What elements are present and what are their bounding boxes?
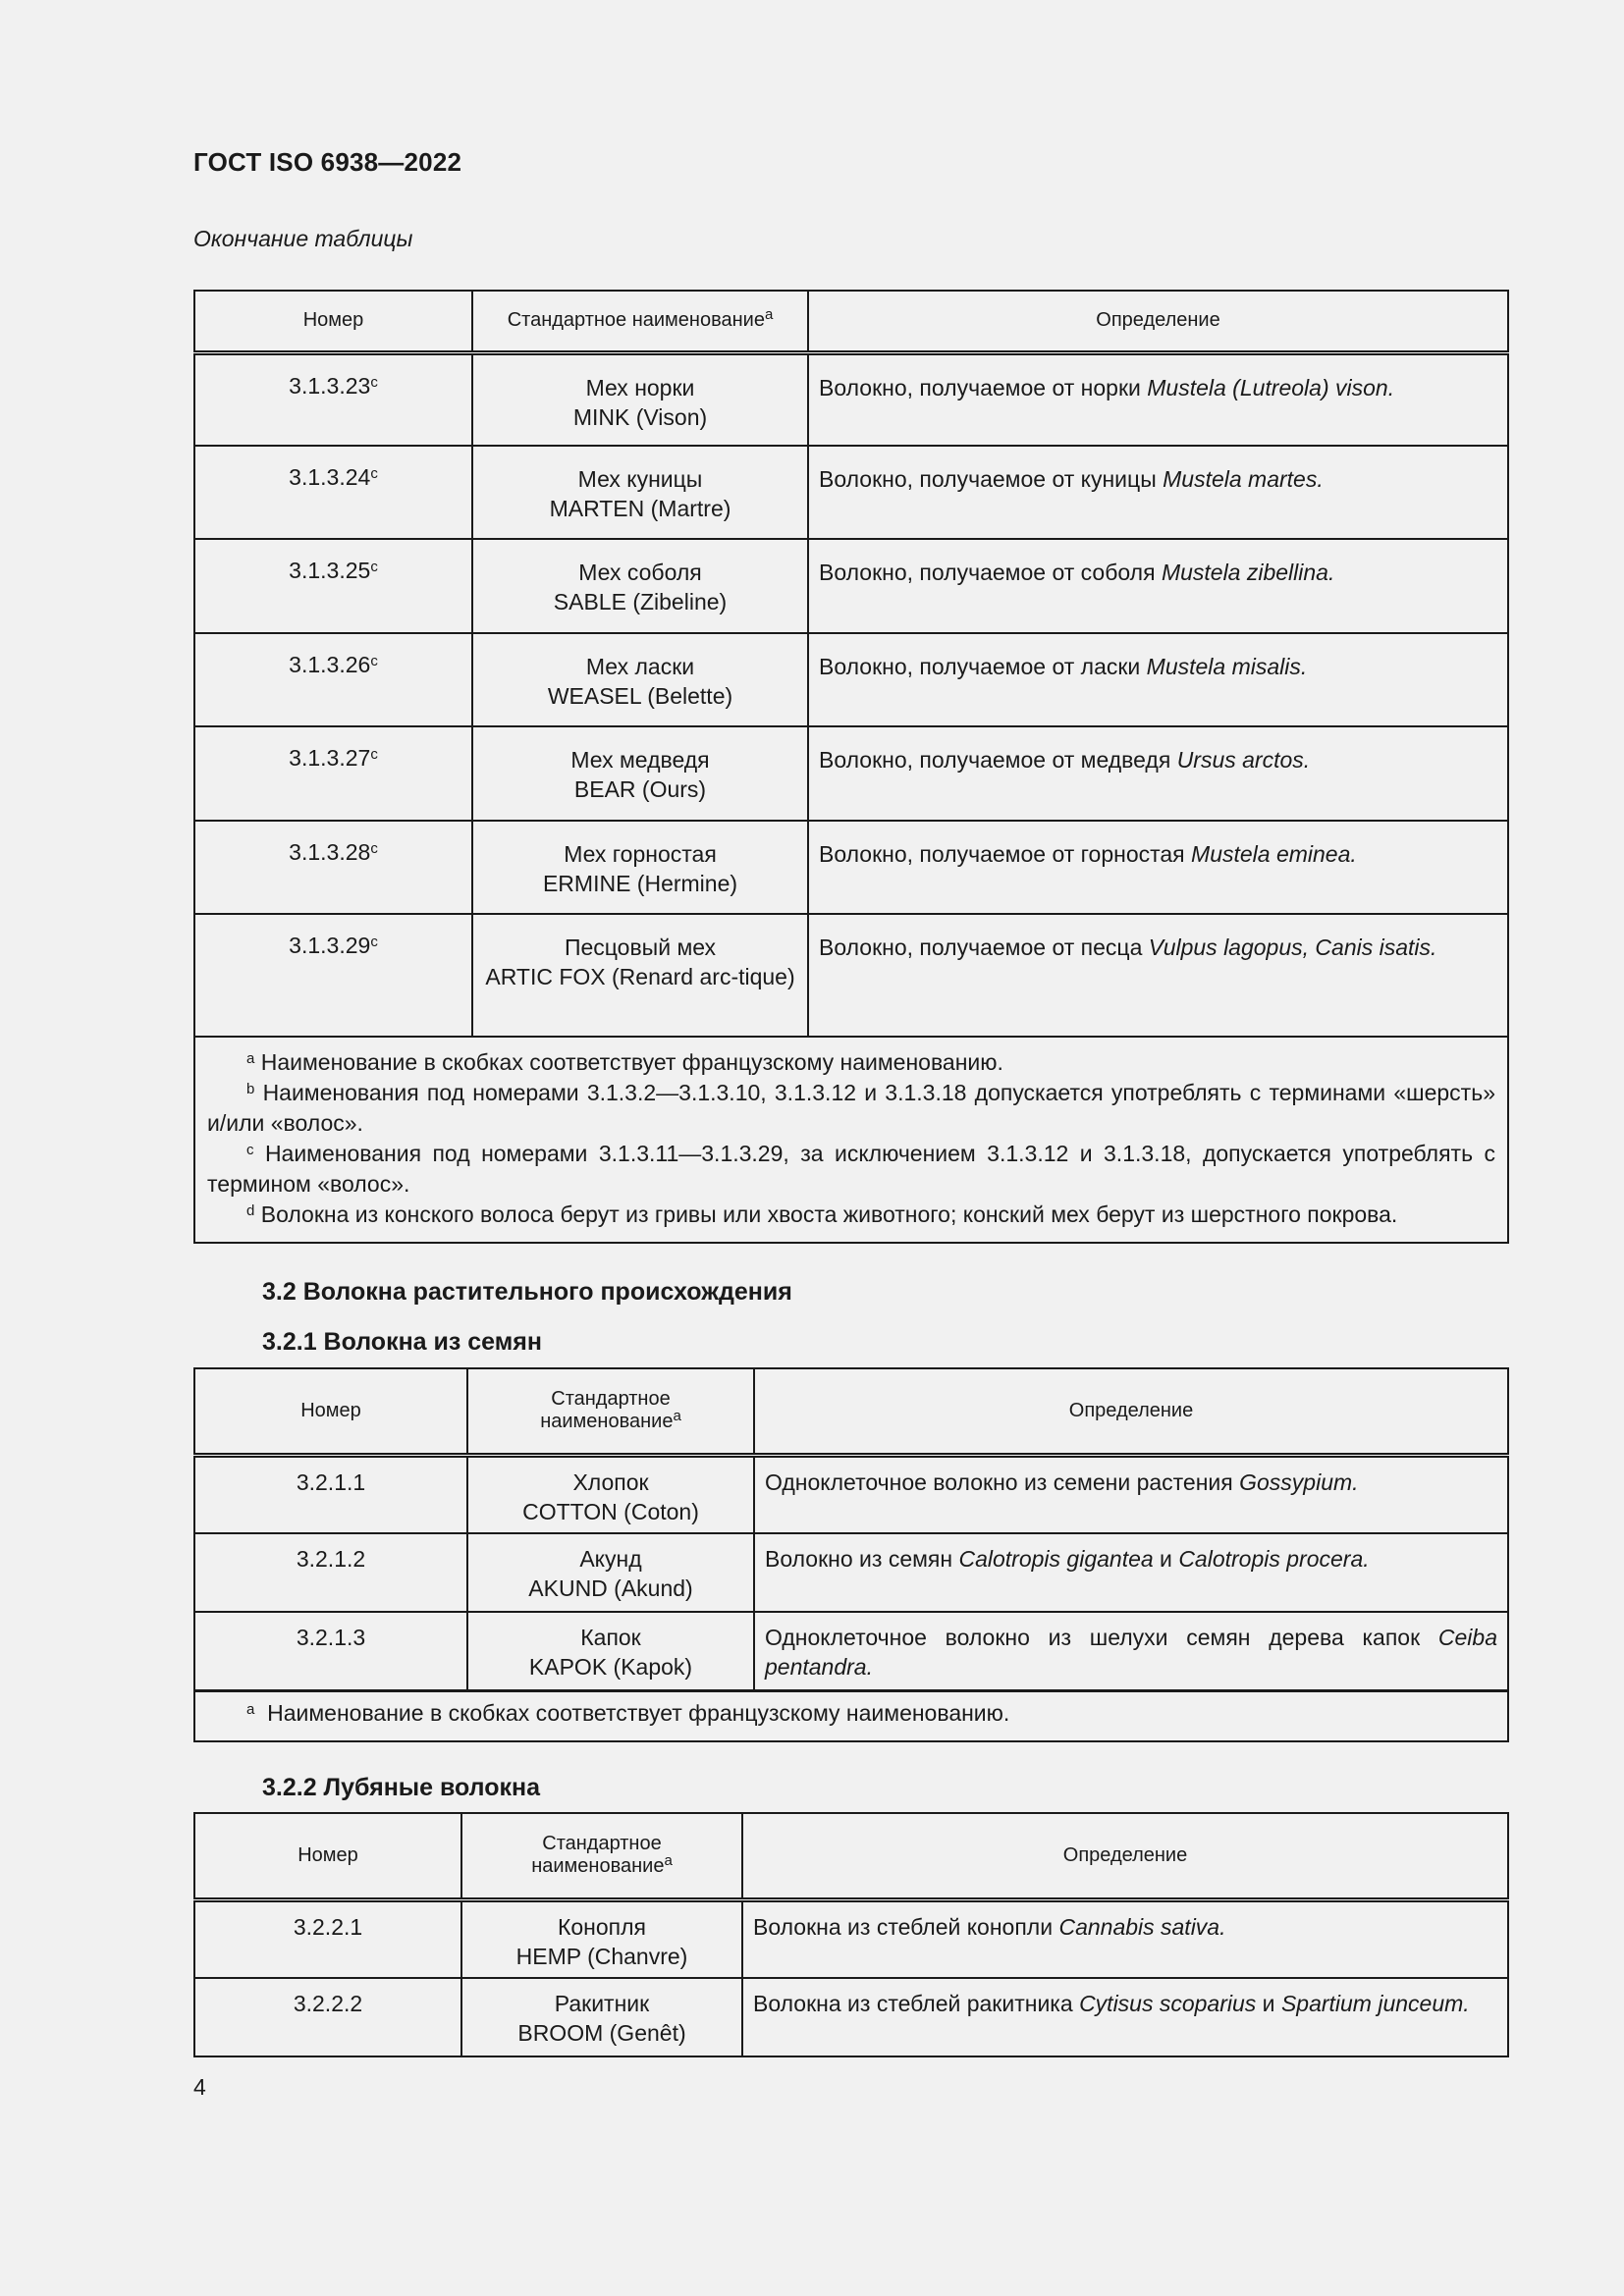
- row-number: 3.2.1.1: [194, 1455, 467, 1533]
- row-standard-name: Песцовый мех ARTIC FOX (Renard arc-tique): [472, 914, 808, 1037]
- row-number: 3.2.2.1: [194, 1899, 461, 1978]
- row-definition: Одноклеточное волокно из семени растения Gossypium.: [754, 1455, 1508, 1533]
- section-heading-3-2-2: 3.2.2 Лубяные волокна: [262, 1774, 541, 1801]
- column-header-number: Номер: [194, 1368, 467, 1455]
- column-header-definition: Определение: [754, 1368, 1508, 1455]
- row-number: 3.1.3.26$^c$: [194, 633, 472, 726]
- table-footnotes-row: [194, 1037, 1508, 1243]
- seed-fibres-table: [193, 1367, 1509, 1742]
- table-row: [194, 1533, 1508, 1612]
- row-standard-name: Мех норки MINK (Vison): [472, 352, 808, 446]
- row-number: 3.1.3.25$^c$: [194, 539, 472, 633]
- row-standard-name: Мех горностая ERMINE (Hermine): [472, 821, 808, 914]
- bast-fibres-table: [193, 1812, 1509, 2057]
- column-header-number: Номер: [194, 1813, 461, 1899]
- row-number: 3.1.3.27$^c$: [194, 726, 472, 821]
- table-row: [194, 1978, 1508, 2056]
- section-heading-3-2-1: 3.2.1 Волокна из семян: [262, 1328, 542, 1356]
- row-definition: Волокно, получаемое от горностая Mustela eminea.: [808, 821, 1508, 914]
- table-row: [194, 1455, 1508, 1533]
- table-header-row: [194, 1368, 1508, 1455]
- column-header-name: Стандартное наименование$^a$: [472, 291, 808, 352]
- row-definition: Волокно, получаемое от норки Mustela (Lutreola) vison.: [808, 352, 1508, 446]
- row-definition: Волокно из семян Calotropis gigantea и Calotropis procera.: [754, 1533, 1508, 1612]
- table-row: [194, 821, 1508, 914]
- row-definition: Волокно, получаемое от песца Vulpus lagopus, Canis isatis.: [808, 914, 1508, 1037]
- column-header-number: Номер: [194, 291, 472, 352]
- table-continuation-caption: Окончание таблицы: [193, 226, 413, 251]
- page-number: 4: [193, 2074, 206, 2100]
- table-footnotes: [194, 1690, 1508, 1741]
- footnote-b: $^b$ Наименования под номерами 3.1.3.2—3.1.3.10, 3.1.3.12 и 3.1.3.18 допускается употреблять с терминами «шерсть» и/или «волос».: [207, 1080, 1495, 1136]
- footnote-d: $^d$ Волокна из конского волоса берут из гривы или хвоста животного; конский мех берут из шерстного покрова.: [246, 1201, 1398, 1227]
- table-header-row: [194, 291, 1508, 352]
- row-number: 3.2.2.2: [194, 1978, 461, 2056]
- row-definition: Волокно, получаемое от медведя Ursus arctos.: [808, 726, 1508, 821]
- row-number: 3.2.1.3: [194, 1612, 467, 1690]
- row-number: 3.1.3.24$^c$: [194, 446, 472, 539]
- table-row: [194, 352, 1508, 446]
- animal-fibres-table: [193, 290, 1509, 1244]
- row-standard-name: Капок KAPOK (Kapok): [467, 1612, 754, 1690]
- footnote-a: $^a$ Наименование в скобках соответствует французскому наименованию.: [246, 1699, 1010, 1726]
- column-header-name: Стандартное наименование$^a$: [467, 1368, 754, 1455]
- row-number: 3.1.3.28$^c$: [194, 821, 472, 914]
- row-definition: Волокна из стеблей ракитника Cytisus scoparius и Spartium junceum.: [742, 1978, 1508, 2056]
- row-definition: Волокно, получаемое от соболя Mustela zibellina.: [808, 539, 1508, 633]
- row-definition: Волокно, получаемое от ласки Mustela misalis.: [808, 633, 1508, 726]
- table-row: [194, 914, 1508, 1037]
- column-header-definition: Определение: [742, 1813, 1508, 1899]
- table-row: [194, 1612, 1508, 1690]
- row-definition: Одноклеточное волокно из шелухи семян дерева капок Ceiba pentandra.: [754, 1612, 1508, 1690]
- footnote-c: $^c$ Наименования под номерами 3.1.3.11—3.1.3.29, за исключением 3.1.3.12 и 3.1.3.18, допускается употреблять с термином «волос».: [207, 1141, 1495, 1197]
- table-row: [194, 1899, 1508, 1978]
- table-header-row: [194, 1813, 1508, 1899]
- row-number: 3.1.3.23$^c$: [194, 352, 472, 446]
- section-heading-3-2: 3.2 Волокна растительного происхождения: [262, 1278, 792, 1306]
- row-standard-name: Мех куницы MARTEN (Martre): [472, 446, 808, 539]
- row-definition: Волокно, получаемое от куницы Mustela martes.: [808, 446, 1508, 539]
- document-title: ГОСТ ISO 6938—2022: [193, 147, 462, 177]
- table-row: [194, 446, 1508, 539]
- table-row: [194, 539, 1508, 633]
- table-footnotes: [194, 1037, 1508, 1243]
- row-number: 3.2.1.2: [194, 1533, 467, 1612]
- row-standard-name: Мех соболя SABLE (Zibeline): [472, 539, 808, 633]
- row-standard-name: Конопля HEMP (Chanvre): [461, 1899, 742, 1978]
- column-header-definition: Определение: [808, 291, 1508, 352]
- row-standard-name: Акунд AKUND (Akund): [467, 1533, 754, 1612]
- row-standard-name: Ракитник BROOM (Genêt): [461, 1978, 742, 2056]
- footnote-a: $^a$ Наименование в скобках соответствует французскому наименованию.: [246, 1049, 1003, 1075]
- row-number: 3.1.3.29$^c$: [194, 914, 472, 1037]
- row-definition: Волокна из стеблей конопли Cannabis sativa.: [742, 1899, 1508, 1978]
- table-footnotes-row: [194, 1690, 1508, 1741]
- column-header-name: Стандартное наименование$^a$: [461, 1813, 742, 1899]
- table-row: [194, 633, 1508, 726]
- row-standard-name: Мех ласки WEASEL (Belette): [472, 633, 808, 726]
- row-standard-name: Хлопок COTTON (Coton): [467, 1455, 754, 1533]
- row-standard-name: Мех медведя BEAR (Ours): [472, 726, 808, 821]
- table-row: [194, 726, 1508, 821]
